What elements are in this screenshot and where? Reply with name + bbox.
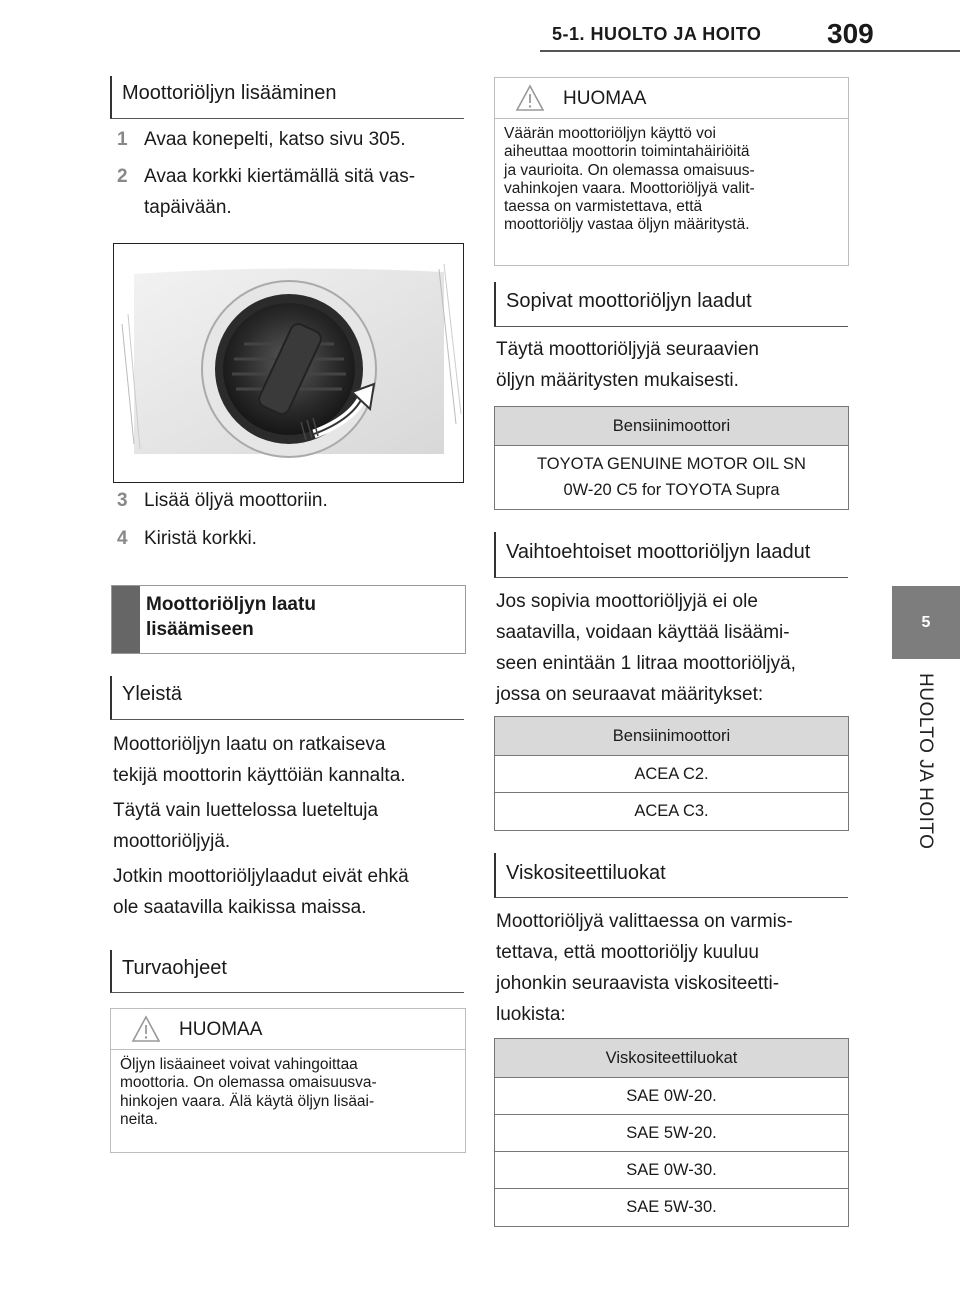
- text-line: Öljyn lisäaineet voivat vahingoittaa: [120, 1056, 358, 1073]
- table-row: ACEA C3.: [495, 792, 848, 830]
- oil-cap-illustration: [114, 244, 463, 482]
- text-line: saatavilla, voidaan käyttää lisäämi-: [496, 622, 790, 643]
- heading-safety-text: Turvaohjeet: [122, 957, 227, 979]
- chapter-label: [892, 673, 960, 873]
- heading-add-oil-text: Moottoriöljyn lisääminen: [122, 82, 337, 104]
- heading-viscosity: [494, 853, 848, 898]
- text-line: jossa on seuraavat määritykset:: [496, 684, 764, 705]
- table-row: SAE 0W-20.: [495, 1077, 848, 1115]
- table-row: SAE 0W-30.: [495, 1151, 848, 1189]
- heading-general: [110, 676, 464, 720]
- notice-box-wrong-oil: [494, 77, 849, 266]
- step-text: Avaa korkki kiertämällä sitä vas-: [144, 166, 416, 187]
- general-paragraph-3: [113, 861, 473, 923]
- viscosity-paragraph: [496, 906, 856, 1030]
- table-header: Bensiinimoottori: [495, 407, 848, 445]
- step-number: 2: [117, 166, 128, 187]
- heading-safety: [110, 950, 464, 993]
- step-1: [117, 124, 467, 155]
- alternative-paragraph: [496, 586, 856, 710]
- text-line: Täytä vain luettelossa lueteltuja: [113, 800, 379, 821]
- notice-title: HUOMAA: [563, 88, 647, 109]
- step-text: Kiristä korkki.: [144, 528, 257, 549]
- step-text: tapäivään.: [144, 197, 232, 218]
- notice-header: [495, 78, 848, 119]
- chapter-tab[interactable]: 5: [892, 586, 960, 659]
- heading-suitable-text: Sopivat moottoriöljyn laadut: [506, 290, 752, 312]
- page-number: 309: [827, 18, 874, 49]
- text-line: hinkojen vaara. Älä käytä öljyn lisäai-: [120, 1092, 375, 1110]
- step-number: 1: [117, 129, 128, 150]
- suitable-paragraph: [496, 334, 856, 396]
- text-line: Moottoriöljyä valittaessa on varmis-: [496, 911, 793, 932]
- notice-body: [120, 1056, 457, 1129]
- step-number: 3: [117, 490, 128, 511]
- table-header: Viskositeettiluokat: [495, 1039, 848, 1077]
- text-line: vahinkojen vaara. Moottoriöljyä valit-: [504, 179, 755, 197]
- text-line: taessa on varmistettava, että: [504, 198, 703, 216]
- table-row: ACEA C2.: [495, 755, 848, 793]
- step-3: [117, 485, 467, 516]
- section-title: 5-1. HUOLTO JA HOITO: [552, 24, 762, 44]
- chapter-label-text: HUOLTO JA HOITO: [915, 673, 936, 850]
- heading-bar: [112, 586, 140, 653]
- text-line: Jotkin moottoriöljylaadut eivät ehkä: [113, 866, 409, 887]
- text-line: Väärän moottoriöljyn käyttö voi: [504, 125, 716, 142]
- step-number: 4: [117, 528, 128, 549]
- heading-add-oil: [110, 76, 464, 119]
- heading-viscosity-text: Viskositeettiluokat: [506, 862, 666, 884]
- heading-general-text: Yleistä: [122, 683, 183, 705]
- heading-text: [146, 592, 316, 642]
- oil-filler-cap-photo: [113, 243, 464, 483]
- table-row: SAE 5W-20.: [495, 1114, 848, 1152]
- text-line: neita.: [120, 1110, 158, 1128]
- step-text: Lisää öljyä moottoriin.: [144, 490, 328, 511]
- text-line: moottoria. On olemassa omaisuusva-: [120, 1074, 377, 1092]
- heading-alternative: [494, 532, 848, 578]
- table-viscosity-classes: [494, 1038, 849, 1227]
- text-line: luokista:: [496, 1004, 566, 1025]
- heading-line: Moottoriöljyn laatu: [146, 594, 316, 615]
- text-line: moottoriöljy vastaa öljyn määritystä.: [504, 216, 750, 234]
- text-line: Jos sopivia moottoriöljyjä ei ole: [496, 591, 758, 612]
- text-line: seen enintään 1 litraa moottoriöljyä,: [496, 653, 796, 674]
- text-line: Moottoriöljyn laatu on ratkaiseva: [113, 734, 386, 755]
- text-line: johonkin seuraavista viskositeetti-: [496, 973, 780, 994]
- notice-body: [504, 125, 840, 235]
- text-line: tekijä moottorin käyttöiän kannalta.: [113, 765, 406, 786]
- text-line: ole saatavilla kaikissa maissa.: [113, 897, 367, 918]
- table-alternative-spec: [494, 716, 849, 831]
- step-text: Avaa konepelti, katso sivu 305.: [144, 129, 406, 150]
- table-row: SAE 5W-30.: [495, 1188, 848, 1226]
- warning-triangle-icon: [515, 84, 545, 112]
- text-line: 0W-20 C5 for TOYOTA Supra: [563, 481, 780, 499]
- text-line: ja vaurioita. On olemassa omaisuus-: [504, 161, 755, 179]
- text-line: Täytä moottoriöljyjä seuraavien: [496, 339, 759, 360]
- general-paragraph-1: [113, 729, 473, 791]
- heading-alternative-text: Vaihtoehtoiset moottoriöljyn laadut: [506, 541, 811, 563]
- text-line: öljyn määritysten mukaisesti.: [496, 370, 739, 391]
- text-line: tettava, että moottoriöljy kuuluu: [496, 942, 759, 963]
- table-header: Bensiinimoottori: [495, 717, 848, 755]
- table-petrol-engine: [494, 406, 849, 510]
- warning-triangle-icon: [131, 1015, 161, 1043]
- step-4: [117, 523, 467, 554]
- text-line: TOYOTA GENUINE MOTOR OIL SN: [537, 455, 806, 473]
- general-paragraph-2: [113, 795, 473, 857]
- text-line: moottoriöljyjä.: [113, 831, 231, 852]
- notice-title: HUOMAA: [179, 1019, 263, 1040]
- text-line: aiheuttaa moottorin toimintahäiriöitä: [504, 143, 750, 161]
- table-row: [495, 445, 848, 508]
- notice-header: [111, 1009, 465, 1050]
- section-heading-oil-quality: [111, 585, 466, 654]
- heading-suitable: [494, 282, 848, 327]
- heading-line: lisäämiseen: [146, 619, 254, 640]
- step-2: [117, 161, 467, 223]
- notice-box-additives: [110, 1008, 466, 1153]
- header-rule: [540, 50, 960, 52]
